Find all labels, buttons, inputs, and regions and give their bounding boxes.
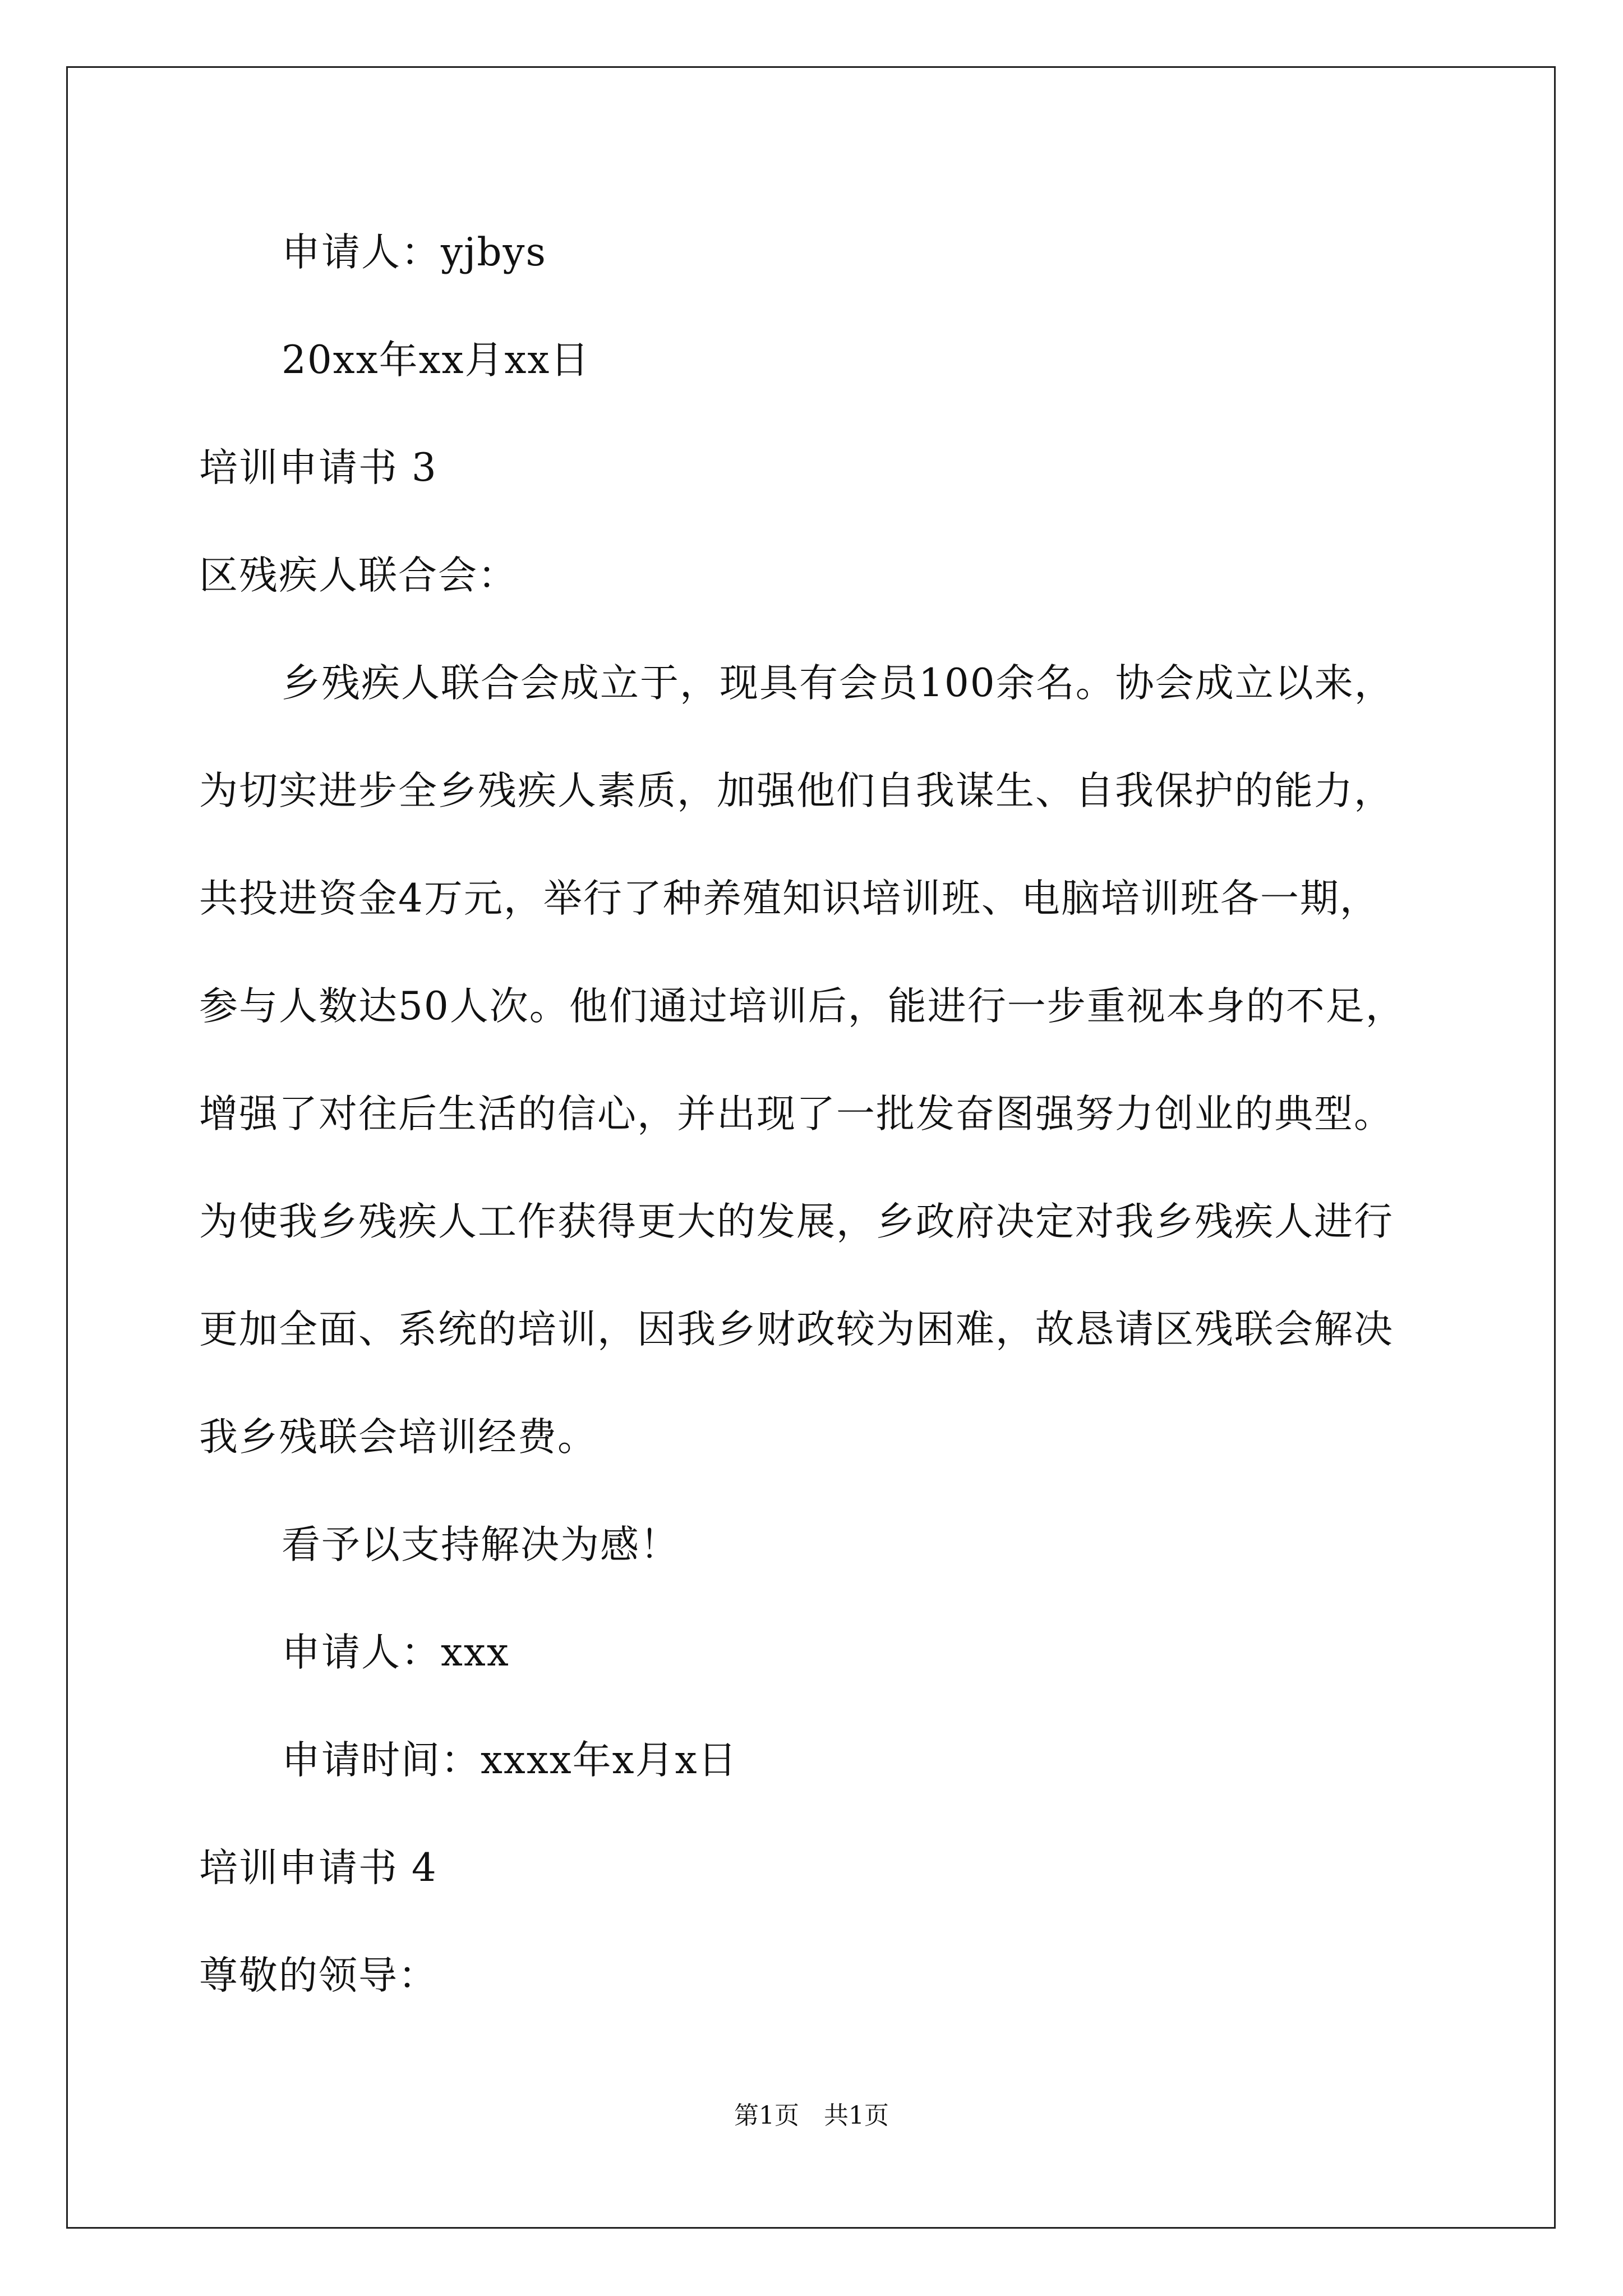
salutation-line: 尊敬的领导： [199,1953,438,1998]
page-border [66,66,1556,2229]
body-line: 更加全面、系统的培训，因我乡财政较为困难，故恳请区残联会解决 [199,1307,1394,1352]
salutation-line: 区残疾人联合会： [199,553,518,598]
body-line: 我乡残联会培训经费。 [199,1415,597,1460]
application-date-line: 申请时间：xxxx年x月x日 [282,1738,738,1783]
applicant-line: 申请人：yjbys [282,230,547,275]
body-line: 为切实进步全乡残疾人素质，加强他们自我谋生、自我保护的能力， [199,769,1394,813]
date-line: 20xx年xx月xx日 [282,338,591,383]
body-line: 参与人数达50人次。他们通过培训后，能进行一步重视本身的不足， [199,984,1405,1029]
body-line: 共投进资金4万元，举行了种养殖知识培训班、电脑培训班各一期， [199,876,1380,921]
closing-line: 看予以支持解决为感！ [282,1522,680,1567]
section-heading-4: 培训申请书 4 [199,1846,437,1890]
body-line: 乡残疾人联合会成立于，现具有会员100余名。协会成立以来， [282,661,1394,706]
page-number-footer: 第1页 共1页 [734,2101,889,2130]
body-line: 为使我乡残疾人工作获得更大的发展，乡政府决定对我乡残疾人进行 [199,1199,1394,1244]
section-heading-3: 培训申请书 3 [199,445,437,490]
applicant-line: 申请人：xxx [282,1630,510,1675]
body-line: 增强了对往后生活的信心，并出现了一批发奋图强努力创业的典型。 [199,1092,1394,1137]
